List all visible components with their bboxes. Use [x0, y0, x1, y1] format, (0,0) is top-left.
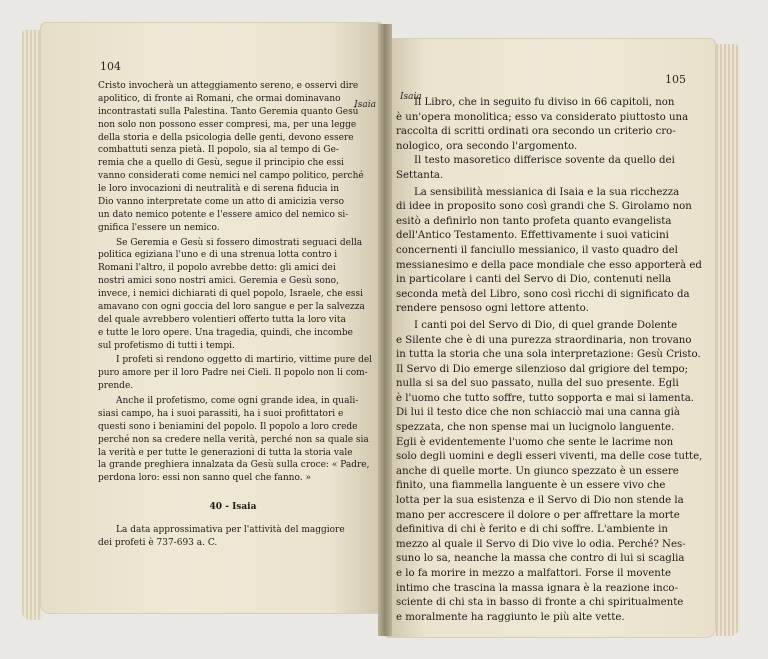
text-line: la grande preghiera innalzata da Gesù sulla croce: « Padre, — [98, 460, 370, 471]
text-line: spezzata, che non spense mai un lucignolo languente. — [396, 422, 675, 434]
text-line: rendere pensoso ogni lettore attento. — [396, 303, 589, 315]
text-line: La sensibilità messianica di Isaia e la sua ricchezza — [414, 186, 680, 198]
text-line: è un'opera monolitica; esso va considerato piuttosto una — [396, 111, 689, 123]
text-line: di idee in proposito sono così grandi che S. Girolamo non — [396, 201, 692, 213]
text-line: definitiva di chi è ferito e di chi soffre. L'ambiente in — [396, 524, 668, 536]
left-fore-edge — [22, 30, 42, 620]
text-line: questi sono i beniamini del popolo. Il popolo a loro crede — [98, 421, 358, 432]
text-line: e tutte le loro opere. Una tragedia, quindi, che incombe — [98, 327, 353, 338]
text-line: nulla si sa del suo passato, nulla del suo presente. Egli — [396, 378, 679, 390]
section-heading: 40 - Isaia — [209, 502, 257, 513]
text-line: è l'uomo che tutto soffre, tutto sopporta e mai si lamenta. — [396, 392, 695, 404]
paragraph — [396, 96, 702, 184]
running-head-right: Isaia — [400, 92, 422, 102]
text-line: prende. — [98, 381, 134, 392]
text-line: sciente di chi sta in basso di fronte a chi spiritualmente — [396, 597, 684, 609]
text-line: La data approssimativa per l'attività del maggiore — [116, 525, 345, 535]
text-line: Romani l'altro, il popolo avrebbe detto: gli amici dei — [98, 263, 336, 274]
text-line: anche di quelle morte. Un giunco spezzato è un essere — [396, 465, 679, 477]
text-line: Il testo masoretico differisce sovente da quello dei — [414, 155, 675, 167]
text-line: raccolta di scritti ordinati ora secondo un criterio cro- — [396, 126, 676, 138]
text-line: della storia e della psicologia delle genti, devono essere — [98, 132, 354, 143]
text-line: incontrastati sulla Palestina. Tanto Geremia quanto Gesù — [98, 106, 359, 117]
paragraph — [98, 354, 372, 393]
text-line: in tutta la storia che una sola interpretazione: Gesù Cristo. — [396, 349, 701, 361]
left-page-text — [98, 80, 372, 550]
text-line: Anche il profetismo, come ogni grande idea, in quali- — [116, 396, 359, 406]
paragraph — [98, 237, 372, 353]
text-line: in particolare i canti del Servo di Dio, contenuti nella — [396, 274, 672, 286]
text-line: Egli è evidentemente l'uomo che sente le lacrime non — [396, 436, 674, 448]
text-line: mano per accrescere il dolore o per affrettare la morte — [396, 509, 680, 521]
text-line: e Silente che è di una purezza straordinaria, non trovano — [396, 334, 692, 346]
text-line: Di lui il testo dice che non schiacciò mai una canna già — [396, 407, 680, 419]
text-line: Cristo invocherà un atteggiamento sereno, e osservi dire — [98, 81, 359, 91]
text-line: perdona loro: essi non sanno quel che fanno. » — [98, 473, 311, 484]
page-number-right: 105 — [665, 73, 686, 86]
text-line: non solo non possono esser compresi, ma, per una legge — [98, 119, 357, 130]
right-page — [386, 38, 716, 638]
text-line: amavano con ogni goccia del loro sangue e per la salvezza — [98, 301, 365, 312]
text-line: intimo che trascina la massa ignara è la reazione inco- — [396, 582, 679, 594]
text-line: finito, una fiammella languente è un essere vivo che — [396, 480, 666, 492]
text-line: combattuti senza pietà. Il popolo, sia al tempo di Ge- — [98, 145, 339, 156]
text-line: siasi campo, ha i suoi parassiti, ha i suoi profittatori e — [98, 408, 344, 419]
text-line: e lo fa morire in mezzo a malfattori. Forse il movente — [396, 568, 671, 579]
book-gutter — [378, 24, 392, 636]
text-line: puro amore per il loro Padre nei Cieli. Il popolo non li com- — [98, 368, 368, 379]
paragraph — [396, 319, 702, 625]
paragraph — [396, 186, 702, 317]
text-line: dell'Antico Testamento. Effettivamente i suoi vaticini — [396, 230, 669, 242]
text-line: messianesimo e della pace mondiale che esso apporterà ed — [396, 259, 702, 271]
paragraph — [98, 395, 372, 485]
text-line: le loro invocazioni di neutralità e di serena fiducia in — [98, 184, 340, 194]
left-page — [40, 22, 382, 614]
right-fore-edge — [714, 44, 740, 636]
paragraph — [98, 524, 372, 550]
text-line: Se Geremia e Gesù si fossero dimostrati seguaci della — [116, 237, 363, 248]
text-line: I canti poi del Servo di Dio, di quel grande Dolente — [414, 319, 678, 331]
text-line: mezzo al quale il Servo di Dio vive lo odia. Perché? Nes- — [396, 538, 686, 550]
text-line: politica egiziana l'uno e di una strenua lotta contro i — [98, 250, 338, 261]
page-number-left: 104 — [100, 60, 121, 73]
text-line: Il Libro, che in seguito fu diviso in 66 capitoli, non — [414, 97, 675, 108]
text-line: la verità e per tutte le generazioni di tutta la storia vale — [98, 447, 353, 458]
text-line: invece, i nemici dichiarati di quel popolo, Israele, che essi — [98, 289, 364, 299]
text-line: I profeti si rendono oggetto di martirio, vittime pure del — [116, 355, 373, 366]
text-line: lotta per la sua esistenza e il Servo di Dio non stende la — [396, 495, 684, 507]
text-line: remia che a quello di Gesù, segue il principio che essi — [98, 158, 344, 169]
text-line: apolitico, di fronte ai Romani, che ormai dominavano — [98, 93, 341, 104]
right-page-text — [396, 96, 702, 625]
text-line: Settanta. — [396, 169, 444, 181]
text-line: e moralmente ha raggiunto le più alte vette. — [396, 611, 625, 623]
text-line: perché non sa credere nella verità, perché non sa quale sia — [98, 434, 369, 445]
text-line: concernenti il fanciullo messianico, il vasto quadro del — [396, 244, 678, 256]
text-line: nologico, ora secondo l'argomento. — [396, 140, 578, 152]
running-head-left: Isaia — [354, 100, 376, 110]
text-line: Il Servo di Dio emerge silenzioso dal grigiore del tempo; — [396, 363, 689, 375]
text-line: Dio vanno interpretate come un atto di amicizia verso — [98, 196, 345, 207]
text-line: seconda metà del Libro, sono così ricchi di significato da — [396, 288, 690, 300]
text-line: del quale avrebbero volentieri offerto tutta la loro vita — [98, 314, 346, 325]
text-line: sul profetismo di tutti i tempi. — [98, 340, 235, 351]
text-line: esitò a definirlo non tanto profeta quanto evangelista — [396, 215, 672, 227]
text-line: suno lo sa, neanche la massa che contro di lui si scaglia — [396, 553, 685, 565]
text-line: nostri amici sono nostri amici. Geremia e Gesù sono, — [98, 276, 339, 287]
text-line: un dato nemico potente e l'essere amico del nemico si- — [98, 209, 349, 220]
text-line: gnifica l'essere un nemico. — [98, 222, 220, 233]
paragraph — [98, 80, 372, 235]
text-line: solo degli uomini e degli esseri viventi, ma delle cose tutte, — [396, 451, 703, 463]
text-line: vanno considerati come nemici nel campo politico, perché — [98, 171, 364, 182]
text-line: dei profeti è 737-693 a. C. — [98, 537, 218, 548]
